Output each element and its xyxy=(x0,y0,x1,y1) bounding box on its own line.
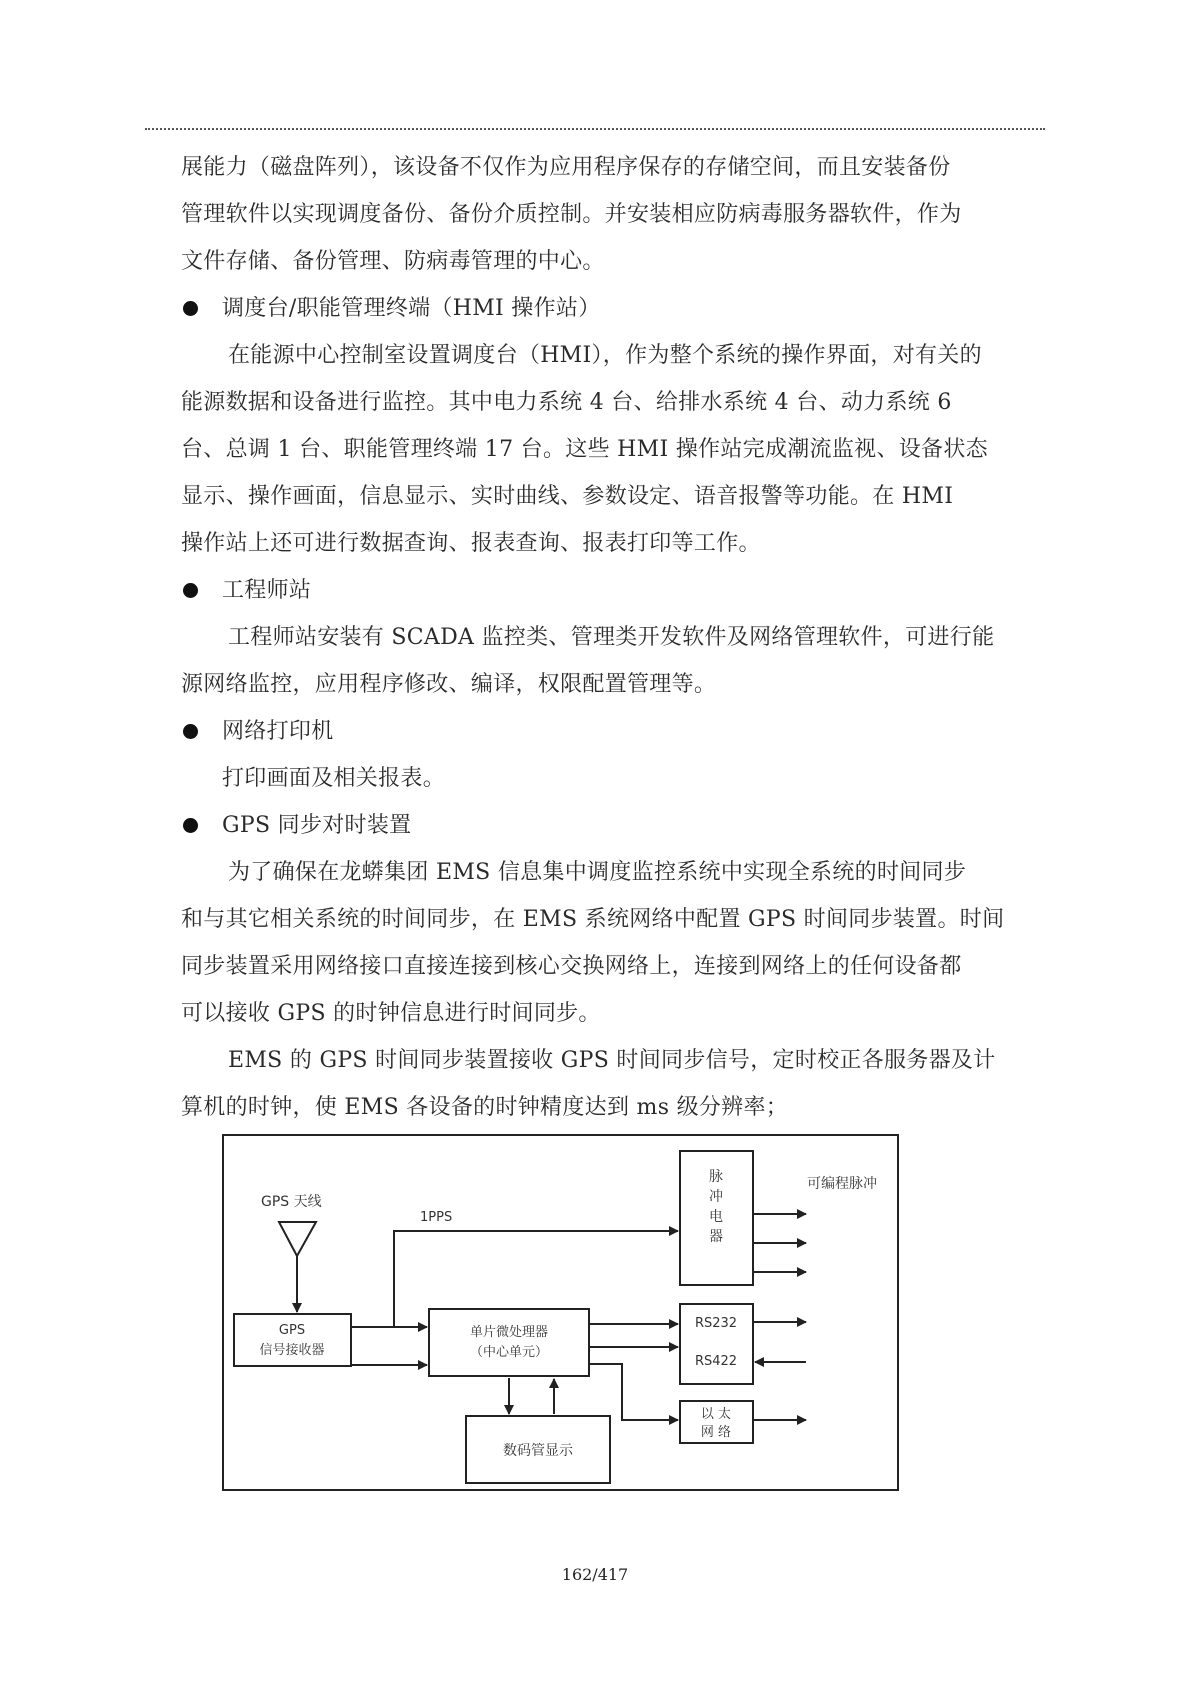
gps-receiver-box xyxy=(234,1314,351,1366)
bullet-item-printer xyxy=(181,708,1011,755)
paragraph-line: 在能源中心控制室设置调度台（HMI），作为整个系统的操作界面，对有关的 xyxy=(228,343,982,368)
header-rule xyxy=(145,128,1045,130)
bullet-label: 工程师站 xyxy=(222,578,312,603)
paragraph-line: 和与其它相关系统的时间同步，在 EMS 系统网络中配置 GPS 时间同步装置。时间 xyxy=(181,907,1005,932)
document-body xyxy=(181,144,1011,1131)
cpu-to-ethernet-arrow xyxy=(589,1364,678,1420)
receiver-label-line1: GPS xyxy=(278,1323,306,1338)
paragraph-line: 同步装置采用网络接口直接连接到核心交换网络上，连接到网络上的任何设备都 xyxy=(181,954,962,979)
paragraph-line: 为了确保在龙蟒集团 EMS 信息集中调度监控系统中实现全系统的时间同步 xyxy=(228,860,967,885)
paragraph-line: 源网络监控，应用程序修改、编译，权限配置管理等。 xyxy=(181,672,717,697)
rs232-label: RS232 xyxy=(694,1316,738,1331)
bullet-item-gps xyxy=(181,802,1011,849)
paragraph-line: 能源数据和设备进行监控。其中电力系统 4 台、给排水系统 4 台、动力系统 6 xyxy=(181,390,952,415)
bullet-label: 调度台/职能管理终端（HMI 操作站） xyxy=(222,296,601,321)
pulse-char: 脉 xyxy=(709,1169,723,1185)
pps-label: 1PPS xyxy=(420,1210,453,1225)
cpu-label-line2: （中心单元） xyxy=(469,1345,549,1360)
paragraph-line: 显示、操作画面，信息显示、实时曲线、参数设定、语音报警等功能。在 HMI xyxy=(181,484,954,509)
pulse-char: 冲 xyxy=(709,1189,723,1205)
pulse-char: 电 xyxy=(709,1209,723,1225)
gps-sync-block-diagram xyxy=(222,1134,899,1491)
bullet-label: 网络打印机 xyxy=(222,719,334,744)
bullet-label: GPS 同步对时装置 xyxy=(222,813,412,838)
bullet-item-hmi xyxy=(181,285,1011,332)
paragraph-line: 工程师站安装有 SCADA 监控类、管理类开发软件及网络管理软件，可进行能 xyxy=(228,625,995,650)
cpu-label-line1: 单片微处理器 xyxy=(469,1325,549,1340)
cpu-box xyxy=(429,1309,589,1376)
bullet-icon xyxy=(183,583,198,598)
paragraph-line: 打印画面及相关报表。 xyxy=(222,766,446,791)
ethernet-label-line1: 以 太 xyxy=(700,1407,732,1422)
paragraph-line: 文件存储、备份管理、防病毒管理的中心。 xyxy=(181,249,605,274)
paragraph-line: 台、总调 1 台、职能管理终端 17 台。这些 HMI 操作站完成潮流监视、设备状态 xyxy=(181,437,988,462)
receiver-label-line2: 信号接收器 xyxy=(259,1343,325,1358)
bullet-icon xyxy=(183,301,198,316)
paragraph-line: 展能力（磁盘阵列），该设备不仅作为应用程序保存的存储空间，而且安装备份 xyxy=(181,155,951,180)
paragraph-line: 算机的时钟，使 EMS 各设备的时钟精度达到 ms 级分辨率； xyxy=(181,1095,789,1120)
antenna-label: GPS 天线 xyxy=(261,1194,322,1210)
paragraph-line: 可以接收 GPS 的时钟信息进行时间同步。 xyxy=(181,1001,601,1026)
paragraph-line: 管理软件以实现调度备份、备份介质控制。并安装相应防病毒服务器软件，作为 xyxy=(181,202,962,227)
diagram-canvas xyxy=(224,1136,901,1493)
bullet-icon xyxy=(183,724,198,739)
bullet-item-engineer-station xyxy=(181,567,1011,614)
pulse-char: 器 xyxy=(709,1229,723,1245)
rs422-label: RS422 xyxy=(694,1354,738,1369)
paragraph-line: EMS 的 GPS 时间同步装置接收 GPS 时间同步信号，定时校正各服务器及计 xyxy=(228,1048,996,1073)
antenna-icon xyxy=(279,1222,316,1256)
page-number: 162/417 xyxy=(561,1565,629,1584)
ethernet-label-line2: 网 络 xyxy=(700,1425,732,1440)
display-label: 数码管显示 xyxy=(503,1443,573,1459)
paragraph-line: 操作站上还可进行数据查询、报表查询、报表打印等工作。 xyxy=(181,531,761,556)
pulse-output-label: 可编程脉冲 xyxy=(807,1176,877,1192)
bullet-icon xyxy=(183,818,198,833)
